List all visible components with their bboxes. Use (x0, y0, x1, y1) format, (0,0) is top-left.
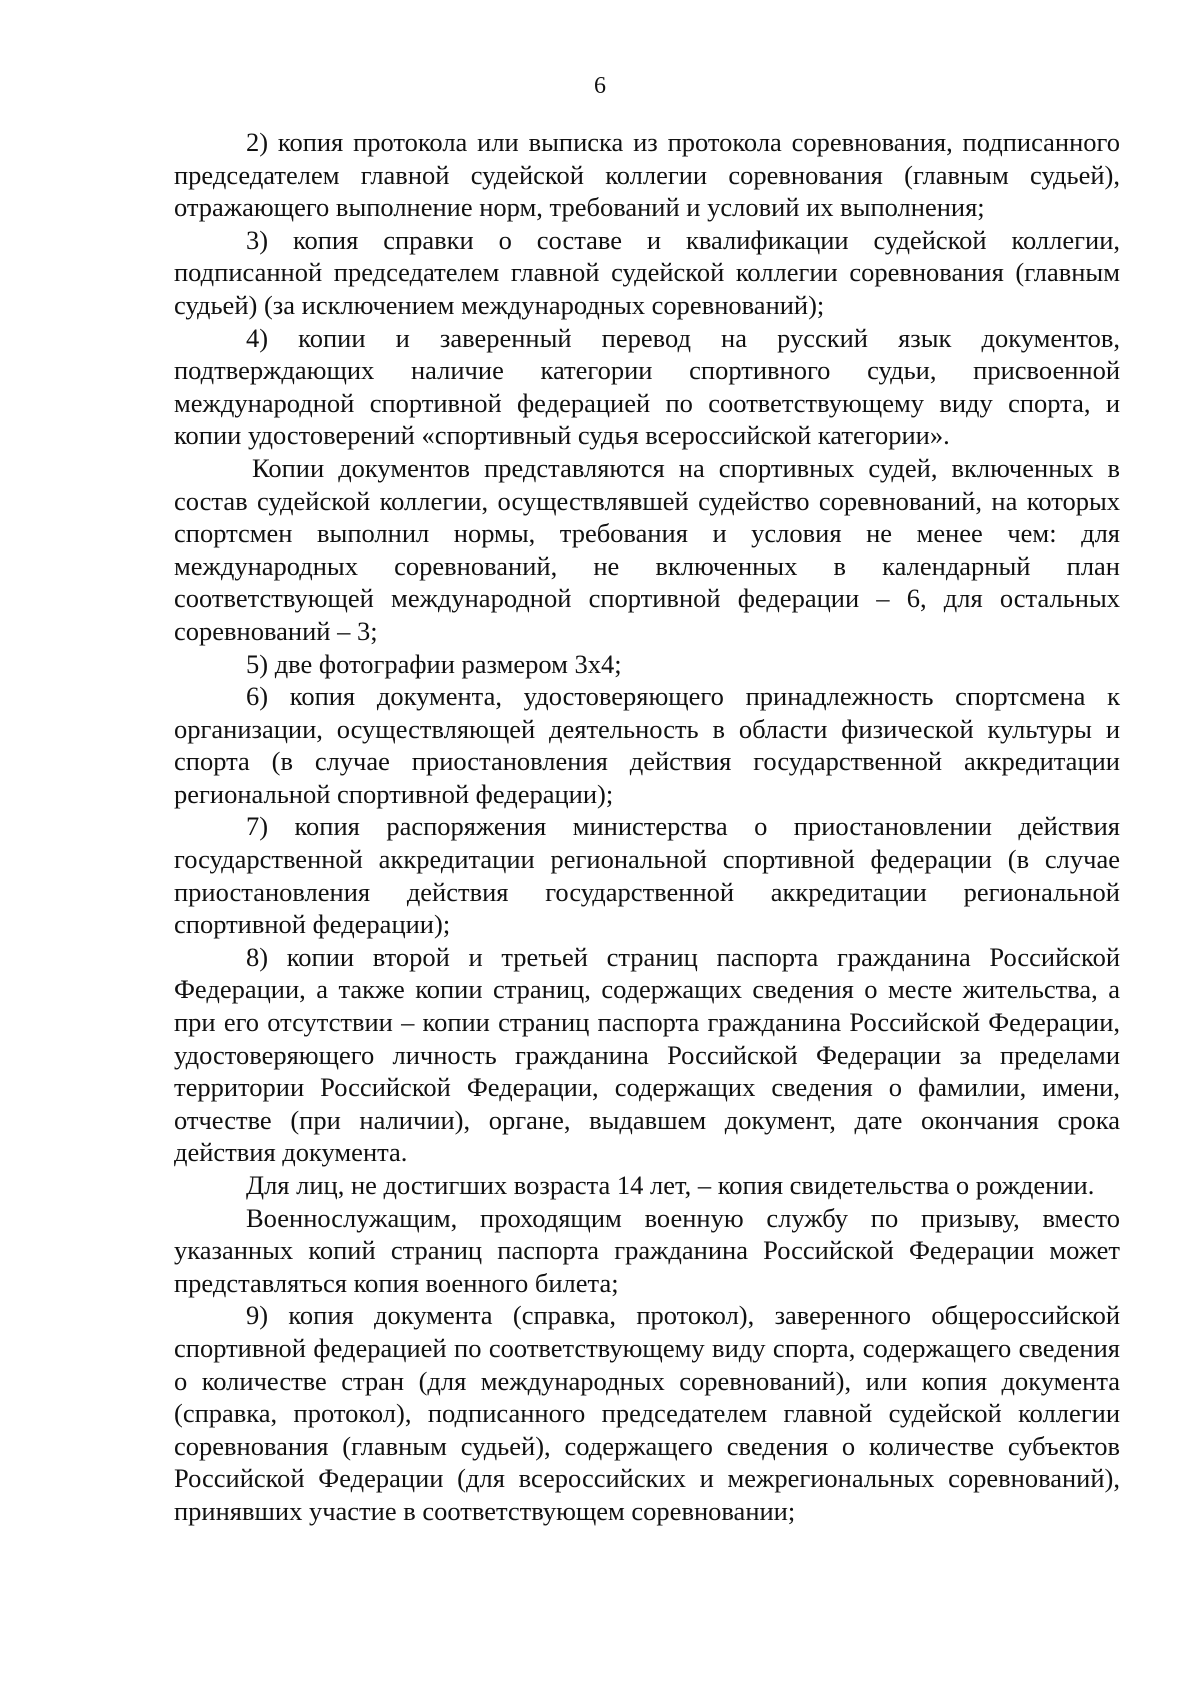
paragraph-item-5: 5) две фотографии размером 3х4; (246, 648, 622, 679)
document-body (174, 126, 1120, 1528)
paragraph-military: Военнослужащим, проходящим военную службу по призыву, вместо указанных копий страниц паспорта гражданина Российской Федерации может представляться копия военного билета; (174, 1202, 1120, 1298)
paragraph-minors: Для лиц, не достигших возраста 14 лет, – копия свидетельства о рождении. (246, 1170, 1095, 1200)
paragraph-item-4: 4) копии и заверенный перевод на русский язык документов, подтверждающих наличие категории спортивного судьи, присвоенной международной спортивной федерацией по соответствующему виду спорта, и копии удостоверений «спортивный судья всероссийской категории». (174, 322, 1120, 451)
paragraph-item-7: 7) копия распоряжения министерства о приостановлении действия государственной аккредитации региональной спортивной федерации (в случае приостановления действия государственной аккредитации региональной спортивной федерации); (174, 811, 1120, 940)
paragraph-judges-copies: Копии документов представляются на спортивных судей, включенных в состав судейской коллегии, осуществлявшей судейство соревнований, на которых спортсмен выполнил нормы, требования и условия не менее чем: для международных соревнований, не включенных в календарный план соответствующей международной спортивной федерации – 6, для остальных соревнований – 3; (174, 452, 1120, 646)
page-number: 6 (594, 73, 606, 99)
paragraph-item-6: 6) копия документа, удостоверяющего принадлежность спортсмена к организации, осуществляющей деятельность в области физической культуры и спорта (в случае приостановления действия государственной аккредитации региональной спортивной федерации); (174, 681, 1120, 809)
paragraph-item-3: 3) копия справки о составе и квалификации судейской коллегии, подписанной председателем главной судейской коллегии соревнования (главным судьей) (за исключением международных соревнований); (174, 224, 1120, 320)
paragraph-item-2: 2) копия протокола или выписка из протокола соревнования, подписанного председателем главной судейской коллегии соревнования (главным судьей), отражающего выполнение норм, требований и условий их выполнения; (174, 127, 1120, 223)
paragraph-item-9: 9) копия документа (справка, протокол), заверенного общероссийской спортивной федерацией по соответствующему виду спорта, содержащего сведения о количестве стран (для международных соревнований), или копия документа (справка, протокол), подписанного председателем главной судейской коллегии соревнования (главным судьей), содержащего сведения о количестве субъектов Российской Федерации (для всероссийских и межрегиональных соревнований), принявших участие в соответствующем соревновании; (174, 1300, 1120, 1526)
paragraph-item-8: 8) копии второй и третьей страниц паспорта гражданина Российской Федерации, а также копии страниц, содержащих сведения о месте жительства, а при его отсутствии – копии страниц паспорта гражданина Российской Федерации, удостоверяющего личность гражданина Российской Федерации за пределами территории Российской Федерации, содержащих сведения о фамилии, имени, отчестве (при наличии), органе, выдавшем документ, дате окончания срока действия документа. (174, 941, 1120, 1168)
